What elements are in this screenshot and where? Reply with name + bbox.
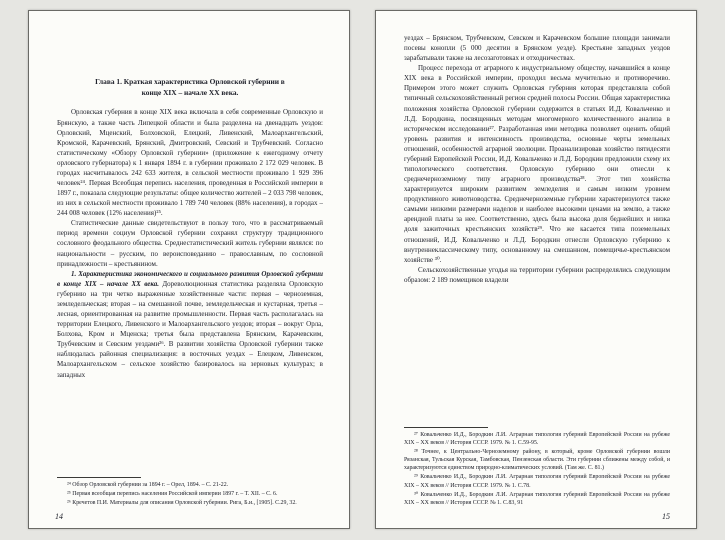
- footnote-26: ²⁶ Кречетов П.И. Материалы для описания Орловской губернии. Рига, Б.и., [1905]. С.29, 32.: [67, 499, 297, 506]
- footnote-25: ²⁵ Первая всеобщая перепись населения Российской империи 1897 г. – Т. XII. – С. 6.: [67, 490, 278, 497]
- right-page-body: [404, 33, 670, 421]
- section-text: Дореволюционная статистика разделяла Орловскую губернию на три четко выраженные хозяйственные части: первая – черноземная, земледельческая; вторая – на смешанной почве, земледельческая и кустарная, третья – лесная, ориентированная на развитие промышленности. Первая часть располагалась на территории Елецкого, Ливенского и Малоархангельского уездов; вторая – вокруг Орла, Болхова, Кром и Мценска; третья была представлена Брянским, Карачевским, Трубчевским и Севским уездами²⁶. В развитии хозяйства Орловской губернии также наблюдалась районная специализация: в восточных уездах – Елецком, Ливенском, Малоархангельском – сельское хозяйство базировалось на зерновых культурах; в западных: [57, 279, 323, 379]
- paragraph-agrarian-typology: Процесс перехода от аграрного к индустриальному обществу, начавшийся в конце XIX века в Российской империи, проходил весьма мучительно и противоречиво. Примером этого может служить Орловская губерния которая представляла собой типичный сельскохозяйственный регион средней полосы России. Общая характеристика положения хозяйства Орловской губернии содержится в статьях И.Д. Ковальченко и Л.Д. Бородкина, посвященных методам многомерного количественного анализа в историческом исследовании²⁷. Разработанная ими методика позволяет оценить общий уровень развития и интенсивность производства, основные черты земельных отношений, особенностей аграрной эволюции. Проанализировав хозяйство пятидесяти губерний Европейской России, И.Д. Ковальченко и Л.Д. Бородкин предложили схему их типологического соответствия. Орловскую губернию они отнесли к среднечерноземному типу аграрного производства²⁸. Этот тип хозяйства характеризуется широким развитием земледелия и самым низким уровнем продуктивного животноводства. Среднечерноземные губернии характеризуются также самыми низкими размерами наделов и наиболее высокими ценами на землю, а также арендной платы за нее. Соответственно, здесь была высока доля беднейших и низка доля зажиточных крестьянских хозяйств²⁹. Что же касается типа поземельных отношений, И.Д. Ковальченко и Л.Д. Бородкин отнесли Орловскую губернию к внутреннеклассическому типу, основанному на смешанном, помещичье-крестьянском хозяйстве ³⁰.: [404, 64, 670, 264]
- section-heading: 1. Характеристика экономического и социального развития Орловской губернии в конце XIX – начале XX века.: [57, 269, 323, 288]
- left-page: [28, 10, 350, 529]
- footnote-27: ²⁷ Ковальченко И.Д., Бородкин Л.И. Аграрная типология губерний Европейской России на рубеже XIX – XX веков // История СССР. 1979. № 1. С.59-95.: [404, 431, 670, 446]
- paragraph-economic-division: [57, 269, 323, 380]
- right-footnotes-block: [404, 427, 670, 508]
- paragraph-population-statistics: Орловская губерния в конце XIX века включала в себя современные Орловскую и Брянскую, а также часть Липецкой области и была разделена на двенадцать уездов: Орловский, Мценский, Болховской, Елецкий, Ливенский, Малоархангельский, Кромской, Карачевский, Брянский, Дмитровский, Севский и Трубчевский. Согласно статистическому «Обзору Орловской губернии» (приложение к ежегодному отчету орловского губернатора) к 1 января 1894 г. в губернии проживало 2 172 029 человек. В городах насчитывалось 242 633 жителя, в сельской местности проживало 1 929 396 человек²⁴. Первая Всеобщая перепись населения, проведенная в Российской империи в 1897 г., показала следующие результаты: общее количество жителей – 2 033 798 человек, из них в сельской местности проживало 1 789 740 человек (88% населения), в городах – 244 008 человек (12% населения)²⁵.: [57, 108, 323, 218]
- footnote-29: ²⁹ Ковальченко И.Д., Бородкин Л.И. Аграрная типология губерний Европейской России на рубеже XIX – XX веков // История СССР. 1979. № 1. С.78.: [404, 474, 670, 489]
- right-page: [375, 10, 697, 529]
- paragraph-social-structure: Статистические данные свидетельствуют в пользу того, что в рассматриваемый период времени социум Орловской губернии сохранял структуру традиционного сословного феодального общества. Среднестатистический житель губернии являлся: по национальности – русским, по вероисповеданию – православным, по сословной принадлежности – крестьянином.: [57, 219, 323, 268]
- paragraph-land-distribution: Сельскохозяйственные угодья на территории губернии распределялись следующим образом: 2 189 помещиков владели: [404, 265, 670, 284]
- page-number-right: 15: [662, 512, 670, 521]
- footnote-separator: [404, 427, 488, 428]
- footnote-separator: [57, 477, 141, 478]
- footnote-24: ²⁴ Обзор Орловской губернии за 1894 г. – Орел, 1894. – С. 21-22.: [67, 481, 229, 488]
- left-page-body: [57, 33, 323, 471]
- footnote-28: ²⁸ Точнее, к Центрально-Черноземному району, в который, кроме Орловской губернии вошли Рязанская, Тульская Курская, Тамбовская, Пензенская области. Эти губернии сближены между собой, и характеризуются единством природно-климатических условий. (Там же. С. 81.): [404, 449, 670, 472]
- page-number-left: 14: [55, 512, 63, 521]
- footnote-30: ³⁰ Ковальченко И.Д., Бородкин Л.И. Аграрная типология губерний Европейской России на рубеже XIX – XX веков // История СССР. № 1. С.83, 91: [404, 491, 670, 506]
- paragraph-continuation-western-uyezds: уездах – Брянском, Трубчевском, Севском и Карачевском большие площади занимали посевы конопли (5 000 десятин в Брянском уезде). Крестьяне западных уездов зарабатывали также на лесозаготовках и отходничествах.: [404, 34, 670, 63]
- left-footnotes-block: [57, 477, 323, 508]
- chapter-heading: Глава 1. Краткая характеристика Орловской губернии в конце XIX – начале XX века.: [95, 77, 285, 97]
